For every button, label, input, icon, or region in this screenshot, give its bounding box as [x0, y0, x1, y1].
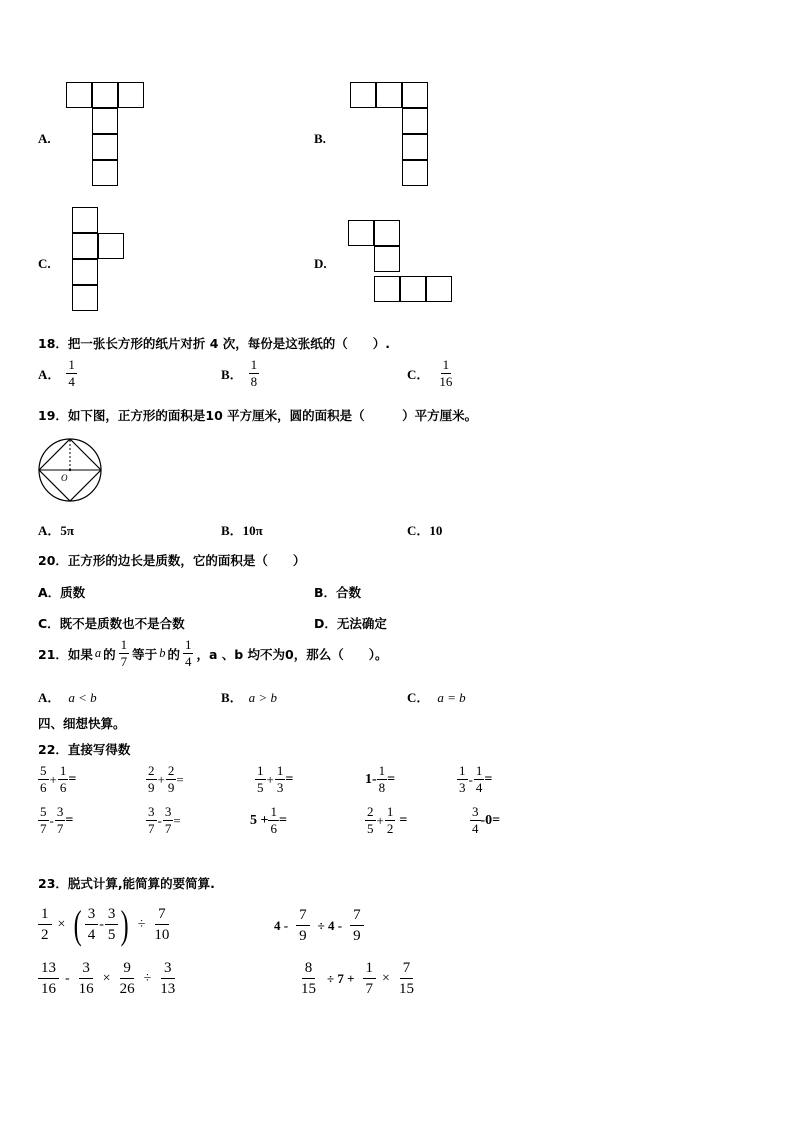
q18-option-a[interactable] [38, 358, 77, 389]
q23-expr-2: 4 - $\frac{7}{9}$ ÷ 4 - 7 9 [274, 907, 364, 945]
q18-option-c[interactable] [407, 358, 454, 389]
q18-option-b[interactable] [221, 358, 259, 389]
q22-expr-9: 2 5 + $\frac{1}{2}$ = [367, 804, 408, 836]
q22-expr-1: 5 6 + $\frac{1}{6}$ = [40, 763, 77, 795]
q19-option-b[interactable]: B．10π [221, 523, 263, 538]
q23-title: 23．脱式计算,能简算的要简算. [38, 876, 215, 891]
q20-option-d[interactable]: D．无法确定 [314, 616, 387, 631]
q22-expr-8: 5 + $\frac{1}{6}$ = [250, 804, 287, 836]
q21-option-b[interactable]: B． a > b [221, 690, 277, 705]
q22-expr-2: 2 9 + $\frac{2}{9}$ = [148, 763, 184, 795]
q23-expr-1: $\frac{1}{2}$ × ( 3 4 - 3 5 ) ÷ $\frac{7}{10}$ [38, 905, 172, 945]
q23-expr-3: 13 16 - $\frac{3}{16}$ × $\frac{9}{26}$ ÷ $\frac{3}{13}$ [38, 960, 178, 998]
q20-stem: 20．正方形的边长是质数，它的面积是（ ） [38, 553, 306, 568]
center-label-o: O [61, 473, 68, 483]
q18-option-c-label: C． [407, 367, 430, 382]
q19-option-a[interactable]: A．5π [38, 523, 75, 538]
q18-option-a-fraction: 1 4 [68, 357, 75, 389]
q23-expr-4: $\frac{8}{15}$ ÷ 7 + $\frac{1}{7}$ × $\frac{7}{15}$ [301, 960, 414, 997]
q19-option-c[interactable]: C．10 [407, 523, 443, 538]
q22-expr-4: 1- $\frac{1}{8}$ = [365, 763, 396, 795]
circle-square-figure [36, 436, 104, 504]
q20-option-a[interactable]: A．质数 [38, 585, 86, 600]
q21-option-c[interactable]: C． a = b [407, 690, 466, 705]
q17-option-c-label[interactable]: C. [38, 256, 51, 271]
q21-option-a[interactable]: A． a < b [38, 690, 97, 705]
q17-option-d-label[interactable]: D. [314, 256, 327, 271]
q22-expr-10: 3 4 -0= [472, 804, 501, 836]
q22-expr-5: 1 3 - $\frac{1}{4}$ = [459, 763, 493, 795]
q18-stem: 18．把一张长方形的纸片对折 4 次，每份是这张纸的（ ）. [38, 336, 391, 351]
q21-stem: 21．如果 a 的 1 7 等于 b 的 1 4 ，a 、b 均不为0，那么（ ）。 [38, 637, 388, 669]
q22-title: 22．直接写得数 [38, 742, 131, 757]
q22-expr-3: 1 5 + $\frac{1}{3}$ = [257, 763, 294, 795]
q18-option-b-label: B． [221, 367, 243, 382]
q18-option-a-label: A． [38, 367, 61, 382]
q20-option-b[interactable]: B．合数 [314, 585, 362, 600]
q22-expr-6: 5 7 - $\frac{3}{7}$ = [40, 804, 74, 836]
q20-option-c[interactable]: C．既不是质数也不是合数 [38, 616, 185, 631]
q19-stem: 19．如下图，正方形的面积是10 平方厘米，圆的面积是（ ）平方厘米。 [38, 408, 478, 423]
q18-option-b-fraction: 1 8 [250, 357, 258, 389]
section-four-heading: 四、细想快算。 [38, 716, 126, 731]
q18-option-c-fraction: 1 16 [439, 357, 453, 389]
q22-expr-7: 3 7 - $\frac{3}{7}$ = [148, 804, 181, 836]
q17-option-a-label[interactable]: A. [38, 131, 51, 146]
q17-option-b-label[interactable]: B. [314, 131, 326, 146]
